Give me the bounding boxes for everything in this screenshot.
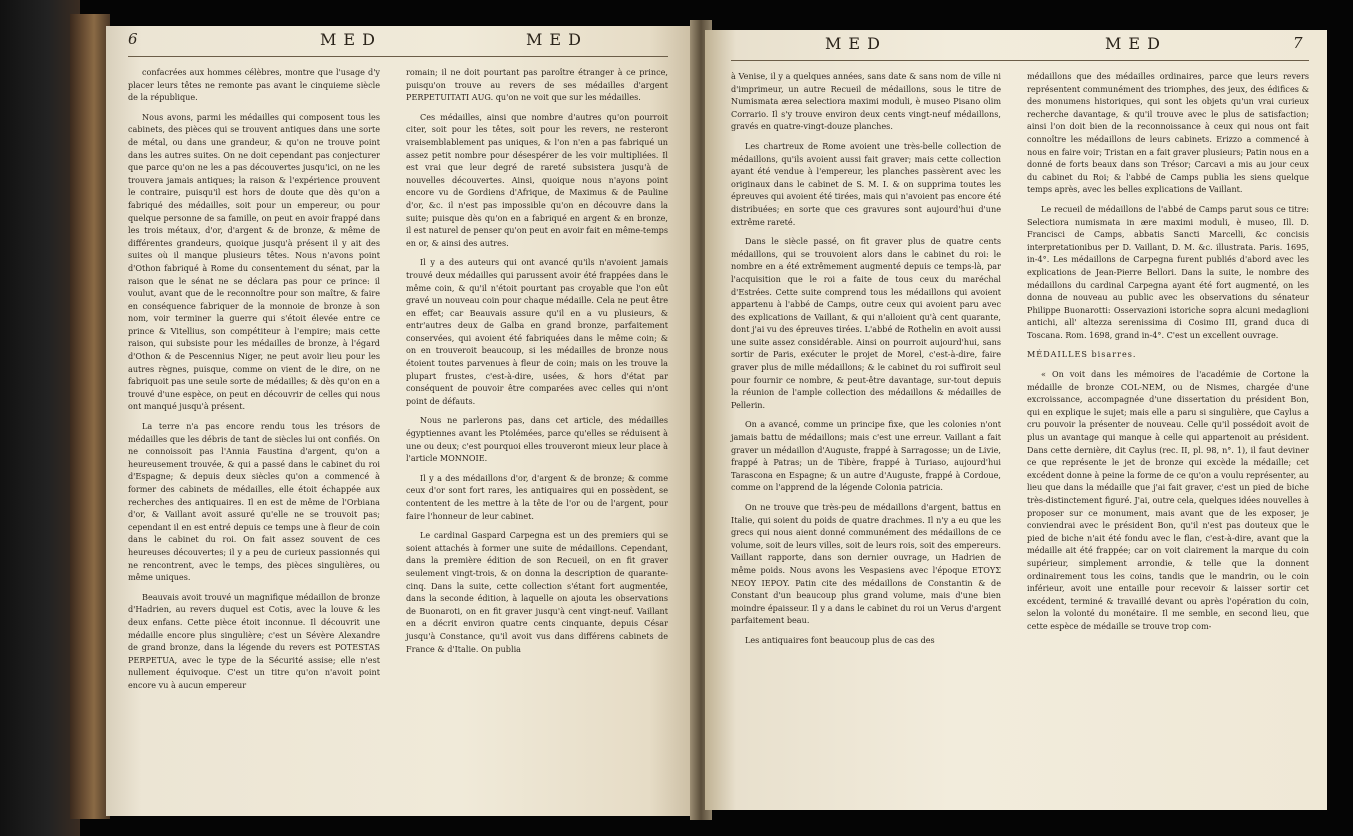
paragraph: à Venise, il y a quelques années, sans date & sans nom de ville ni d'imprimeur, un autre Recueil de médaillons, sous le titre de Numismata ærea selectiora maximi moduli, è museo Pisano olim Corrario. Il s'y trouve environ deux cents vingt-neuf médaillons, gravés en quatre-vingt-douze planches. bbox=[731, 71, 1001, 132]
paragraph: Le recueil de médaillons de l'abbé de Camps parut sous ce titre: Selectiora numismata in ære maximi moduli, è museo, Ill. D. Francisci de Camps, abbatis Sancti Marcelli, &c concisis interpretationibus per D. Vaillant, D. M. &c. illustrata. Paris. 1695, in-4°. Les médaillons de Carpegna furent publiés d'abord avec les explications de Jean-Pierre Bellori. Dans la suite, le nombre des médaillons du cardinal Carpegna ayant été fort augmenté, on les donna de nouveau au public avec les observations du sénateur Philippe Buonarotti: Osservazioni istoriche sopra alcuni medaglioni antichi, all' altezza serenissima di Cosimo III, grand duca di Toscana. Rom. 1698, grand in-4°. C'est un excellent ouvrage. bbox=[1027, 203, 1309, 340]
right-page bbox=[705, 30, 1327, 810]
paragraph: Nous ne parlerons pas, dans cet article, des médailles égyptiennes avant les Ptolémées, parce qu'elles se réduisent à une ou deux; c'est pourquoi elles trouveront mieux leur place à l'article MONNOIE. bbox=[406, 415, 668, 464]
paragraph: Dans le siècle passé, on fit graver plus de quatre cents médaillons, qui se trouvoient alors dans le cabinet du roi: le nombre en a été extrêmement augmenté depuis ce temps-là, par l'acquisition que le roi a faite de tous ceux du maréchal d'Estrées. Cette suite comprend tous les médaillons qui avoient appartenu à l'abbé de Camps, outre ceux qui avoient paru avec des explications de Vaillant, & qui n'alloient qu'à cent quarante, dont j'ai vu des épreuves tirées. L'abbé de Rothelin en avoit aussi une suite assez considérable. Ainsi on pourroit aujourd'hui, sans sortir de Paris, exécuter le projet de Morel, c'est-à-dire, faire graver plus de mille médaillons; & le cabinet du roi suffiroit seul pour fournir ce nombre, & peut-être davantage, sur-tout depuis la réunion de l'ample collection des médaillons & médailles de Pellerin. bbox=[731, 236, 1001, 410]
paragraph: On a avancé, comme un principe fixe, que les colonies n'ont jamais battu de médaillons; mais c'est une erreur. Vaillant a fait graver un médaillon d'Auguste, frappé à Sarragosse; un de Livie, frappé à Patras; un de Tibère, frappé à Turiaso, aujourd'hui Tarascona en Espagne; & un autre d'Auguste, frappé à Cordoue, comme on l'apprend de la légende Colonia patricia. bbox=[731, 419, 1001, 493]
paragraph: « On voit dans les mémoires de l'académie de Cortone la médaille de bronze COL-NEM, ou de Nismes, chargée d'une excroissance, accompagnée d'une dissertation du président Bon, qui en explique le sujet; mais elle a paru si singulière, que Caylus a cru pouvoir la présenter de nouveau. Celle qu'il possédoit avoit de plus un avantage qui manque à celle qui appartenoit au président. Dans cette dernière, dit Caylus (rec. II, pl. 98, n°. 1), il faut deviner ce que représente le jet de bronze qui excède la médaille; cet excédent donne à peine la forme de ce qu'on a voulu représenter, au lieu que dans la médaille que j'ai fait graver, c'est un pied de biche très-distinctement figuré. J'ai, outre cela, quelques idées nouvelles à proposer sur ce monument, mais avant que de les exposer, je conviendrai avec le président Bon, qu'il n'est pas douteux que le pied de biche n'ait été fondu avec le flan, c'est-à-dire, avant que la médaille ait été frappée; car on voit clairement la marque du coin supérieur, simplement arrondie, & telle que la donnent ordinairement tous les coins, tandis que le mandrin, ou le coin inférieur, avoit une entaille pour recevoir & laisser sortir cet excédent, terminé & travaillé devant ou après l'opération du coin, selon la volonté du monétaire. Il me semble, en second lieu, que cette espèce de médaille se trouve trop com- bbox=[1027, 369, 1309, 631]
right-page-column-2 bbox=[1027, 70, 1309, 640]
paragraph: Nous avons, parmi les médailles qui composent tous les cabinets, des pièces qui se trouvent antiques dans une sorte de métal, ou dans une grandeur, & qu'on ne trouve point dans les autres suites. On ne doit cependant pas conjecturer que parce qu'on ne les a pas découvertes jusqu'ici, on ne les trouvera jamais antiques; la raison & l'expérience prouvent le contraire, puisqu'il est hors de doute que dès qu'on a fabriqué des médailles, soit pour un empereur, ou pour quelque personne de sa famille, on peut en avoir frappé dans les trois métaux, d'or, d'argent & de bronze, & même de différentes grandeurs, quoique jusqu'à présent il y ait des suites où il manque plusieurs têtes. Nous n'avons point d'Othon fabriqué à Rome du consentement du sénat, par la raison que le sénat ne se déclara pas pour ce prince: il voulut, avant que de le reconnoître pour son maître, & faire en conséquence fabriquer de la monnoie de bronze à son nom, voir terminer la guerre qui s'étoit élevée entre ce prince & Vitellius, son compétiteur à l'empire; mais cette raison, qui subsiste pour les médailles de bronze, à l'égard d'Othon & de Pescennius Niger, ne peut avoir lieu pour les autres règnes, puisque, comme on vient de le dire, on ne fabriquoit pas une seule sorte de médailles; & dès qu'on en a trouvé d'une espèce, on peut en découvrir de celles qui nous ont manqué jusqu'à présent. bbox=[128, 111, 380, 412]
left-page bbox=[106, 26, 696, 816]
book-cover bbox=[0, 0, 80, 836]
paragraph: Il y a des auteurs qui ont avancé qu'ils n'avoient jamais trouvé deux médailles qui parussent avoir été frappées dans le même coin, & qu'il n'étoit pourtant pas croyable que l'on eût gravé un nouveau coin pour chaque médaille. Cela ne peut être en effet; car Beauvais assure qu'il en a vu plusieurs, & entr'autres deux de Galba en grand bronze, parfaitement conservées, qui avoient été fabriquées dans le même coin; & on en trouveroit beaucoup, si les médailles de bronze nous étoient toutes parvenues à fleur de coin; mais on les trouve la plupart frustes, c'est-à-dire, usées, & hors d'état par conséquent de pouvoir être comparées avec celles qui n'ont point de défauts. bbox=[406, 257, 668, 406]
paragraph: Les antiquaires font beaucoup plus de cas des bbox=[745, 634, 935, 645]
left-page-column-1 bbox=[128, 66, 380, 699]
paragraph: Beauvais avoit trouvé un magnifique médaillon de bronze d'Hadrien, au revers duquel est Cotis, avec la louve & les deux enfans. Cette pièce étoit inconnue. Il découvrit une médaille encore plus singulière; c'est un Sévère Alexandre de grand bronze, dans la légende du revers est POTESTAS PERPETUA, avec le type de la Sécurité assise; elle n'est nullement équivoque. C'est un titre qu'on n'avoit point encore vu à aucun empereur bbox=[128, 591, 380, 690]
paragraph: médaillons que des médailles ordinaires, parce que leurs revers représentent communément des triomphes, des jeux, des édifices & des monumens historiques, qui sont les objets qu'un vrai curieux recherche davantage, & qu'il trouve avec le plus de satisfaction; ainsi l'on doit bien de la reconnoissance à ceux qui nous ont fait connoître les médaillons de leurs cabinets. Erizzo a commencé à nous en faire voir; Tristan en a fait graver plusieurs; Patin nous en a donné de forts beaux dans son Trésor; Carcavi a mis au jour ceux du cabinet du Roi; & l'abbé de Camps publia les siens quelque temps après, avec les belles explications de Vaillant. bbox=[1027, 71, 1309, 195]
running-head-right-2: MED bbox=[1105, 34, 1167, 53]
left-page-column-2 bbox=[406, 66, 668, 662]
section-heading: MÉDAILLES bisarres. bbox=[1027, 349, 1137, 360]
running-head-left-2: MED bbox=[526, 30, 588, 49]
running-head-left-1: MED bbox=[320, 30, 382, 49]
book-spine-edge bbox=[70, 14, 110, 819]
header-rule-right bbox=[731, 60, 1309, 61]
header-rule-left bbox=[128, 56, 668, 57]
page-number-right: 7 bbox=[1293, 34, 1303, 52]
paragraph: Ces médailles, ainsi que nombre d'autres qu'on pourroit citer, soit pour les têtes, soit pour les revers, ne resteront vraisemblablement pas uniques, & l'on n'en a pas fabriqué un assez petit nombre pour désespérer de les voir multipliées. Il est vrai que leur degré de rareté subsistera jusqu'à de nouvelles découvertes. Ainsi, quoique nous n'ayons point encore vu de Gordiens d'Afrique, de Maximus & de Pauline d'or, &c. il n'est pas impossible qu'on en découvre dans la suite; puisque dès qu'on en a fabriqué en argent & en bronze, il est naturel de penser qu'on peut en avoir fait en même-temps en or, & ainsi des autres. bbox=[406, 111, 668, 248]
right-page-column-1 bbox=[731, 70, 1001, 654]
paragraph: La terre n'a pas encore rendu tous les trésors de médailles que les débris de tant de siècles lui ont confiés. On ne connoissoit pas l'Annia Faustina d'argent, qu'on a heureusement trouvée, & qui a passé dans le cabinet du roi d'Espagne; & depuis deux siècles qu'on a commencé à former des cabinets de médailles, elle étoit échappée aux recherches des antiquaires. Il en est de même de l'Orbiana d'or, & Vaillant avoit assuré qu'elle ne se trouvoit pas; cependant il en est entré depuis ce temps une à fleur de coin dans le cabinet du roi. On fait assez souvent de ces heureuses découvertes; il y a peu de curieux passionnés qui ne rencontrent, avec le temps, des pièces singulières, ou même uniques. bbox=[128, 421, 380, 583]
paragraph: Les chartreux de Rome avoient une très-belle collection de médaillons, qu'ils avoient aussi fait graver; mais cette collection ayant été vendue à l'empereur, les planches passèrent avec les originaux dans le cabinet de S. M. I. & on supprima toutes les épreuves qui avoient été tirées, mais qui n'avoient pas encore été distribuées; en sorte que ces gravures sont aujourd'hui d'une extrême rareté. bbox=[731, 140, 1001, 227]
page-number-left: 6 bbox=[128, 30, 138, 48]
paragraph: Il y a des médaillons d'or, d'argent & de bronze; & comme ceux d'or sont fort rares, les antiquaires qui en possèdent, se contentent de les mettre à la tête de l'or ou de l'argent, pour faire l'honneur de leur cabinet. bbox=[406, 472, 668, 521]
paragraph: Le cardinal Gaspard Carpegna est un des premiers qui se soient attachés à former une suite de médaillons. Cependant, dans la première édition de son Recueil, on en fit graver seulement vingt-trois, & on donna la description de quarante-cinq. Dans la suite, cette collection s'étant fort augmentée, dans la seconde édition, à laquelle on ajouta les observations de Buonaroti, on en fit graver jusqu'à cent vingt-neuf. Vaillant en a décrit environ quatre cents cinquante, depuis César jusqu'à Constance, qu'il avoit vus dans différens cabinets de France & d'Italie. On publia bbox=[406, 530, 668, 654]
paragraph: confacrées aux hommes célèbres, montre que l'usage d'y placer leurs têtes ne remonte pas avant le cinquieme siècle de la république. bbox=[128, 67, 380, 103]
paragraph: romain; il ne doit pourtant pas paroître étranger à ce prince, puisqu'on trouve au revers de ses médailles d'argent PERPETUITATI AUG. qu'on ne voit que sur les médailles. bbox=[406, 67, 668, 103]
paragraph: On ne trouve que très-peu de médaillons d'argent, battus en Italie, qui soient du poids de quatre drachmes. Il n'y a eu que les grecs qui nous aient donné communément des médaillons de ce volume, soit de leurs villes, soit de leurs rois, soit des empereurs. Vaillant rapporte, dans son dernier ouvrage, un Hadrien de même poids. Nous avons les Vespasiens avec l'époque ETOYΣ NEOY IEPOY. Patin cite des médaillons de Constantin & de Constant d'un beaucoup plus grand volume, mais d'une bien moindre épaisseur. Il y a dans le cabinet du roi un Verus d'argent parfaitement beau. bbox=[731, 502, 1001, 626]
running-head-right-1: MED bbox=[825, 34, 887, 53]
